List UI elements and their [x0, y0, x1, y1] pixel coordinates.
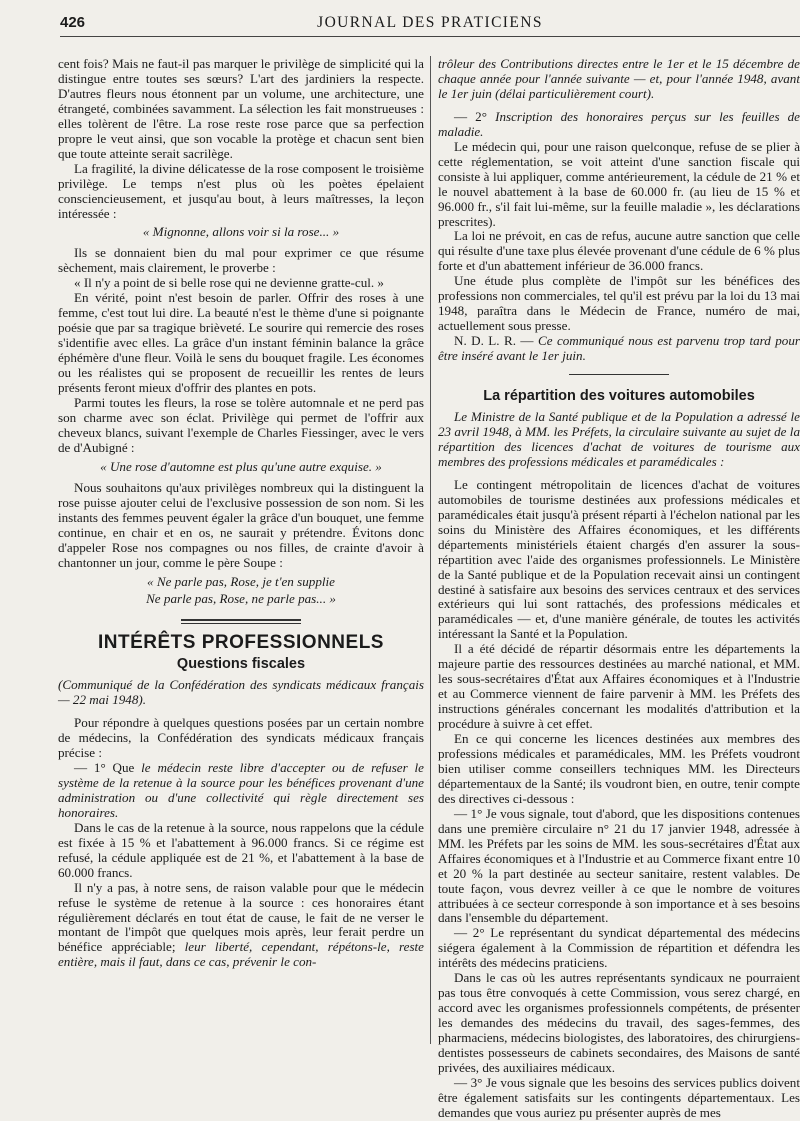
page-header — [60, 10, 800, 37]
verse-line: Ne parle pas, Rose, ne parle pas... » — [146, 591, 336, 607]
right-column — [438, 56, 800, 1120]
paragraph: La fragilité, la divine délicatesse de la rose composent le troisième privilège. Le temps n'est plus où les poètes épelaient consciencieusement, et jusqu'au bout, à leurs maîtresses, la leçon intéressée : — [58, 160, 424, 221]
journal-title: JOURNAL DES PRATICIENS — [317, 14, 543, 31]
paragraph: Nous souhaitons qu'aux privilèges nombreux qui la distinguent la rose puisse ajouter celui de l'exclusive possession de son nom. Si les instants des femmes peuvent égaler la grâce d'un bouquet, une femme continue, en chair et en os, ne saurait y prétendre. Évitons donc d'appeler Rose nos compagnes ou nos filles, de crainte d'avoir à chantonner un jour, comme le père Soupe : — [58, 479, 424, 570]
section-title: INTÉRÊTS PROFESSIONNELS — [98, 632, 384, 654]
item-number: — 1° Que — [74, 759, 142, 775]
editor-note-label: N. D. L. R. — — [454, 333, 538, 349]
subsection-title: Questions fiscales — [176, 656, 306, 673]
page-number: 426 — [60, 14, 86, 31]
quotation: « Mignonne, allons voir si la rose... » — [142, 224, 340, 240]
verse-line: « Ne parle pas, Rose, je t'en supplie — [147, 574, 335, 590]
paragraph: En ce qui concerne les licences destinées aux membres des professions médicales et paramédicales, MM. les Préfets voudront bien utiliser comme conseillers techniques MM. les Directeurs départementaux de la Santé; ils voudront bien, en outre, tenir compte des directives ci-dessous : — [438, 731, 800, 806]
paragraph — [438, 334, 800, 364]
quotation: « Une rose d'automne est plus qu'une autre exquise. » — [100, 458, 382, 474]
communique-note: (Communiqué de la Confédération des syndicats médicaux français — 22 mai 1948). — [58, 677, 424, 708]
paragraph: Il a été décidé de répartir désormais entre les départements la majeure partie des ressources destinées au marché national, et MM. les sous-secrétaires d'État aux Affaires économiques et à l'Industrie et au Commerce viennent de faire parvenir à MM. les Préfets des instructions générales concernant les modalités d'attribution et la procédure à suivre à cet effet. — [438, 641, 800, 732]
paragraph: Dans le cas où les autres représentants syndicaux ne pourraient pas tous être convoqués à cette Commission, vous serez chargé, en accord avec les organismes professionnels compétents, de présenter les demandes des médecins du travail, des sages-femmes, des pharmaciens, médecins biologistes, des laboratoires, des chirurgiens-dentistes possesseurs de cabinets secondaires, des Maisons de santé privées, des auxiliaires médicaux. — [438, 970, 800, 1075]
ornament-rule — [58, 613, 424, 628]
paragraph: Pour répondre à quelques questions posées par un certain nombre de médecins, la Confédération des syndicats médicaux français précise : — [58, 715, 424, 761]
paragraph: — 1° Je vous signale, tout d'abord, que les dispositions contenues dans une première circulaire n° 21 du 17 janvier 1948, adressée à MM. les Préfets par les soins de MM. les sous-secrétaires d'État aux Affaires économiques et à l'Industrie et au Commerce fixant entre 10 et 20 % la part destinée au secteur sanitaire, restent valables. De toute façon, vous devrez veiller à ce que le nombre de voitures attribuées à ce secteur corresponde à son importance et à ses besoins dans l'ensemble du département. — [438, 805, 800, 926]
column-divider — [430, 56, 431, 1044]
paragraph — [438, 110, 800, 140]
paragraph: Parmi toutes les fleurs, la rose se tolère automnale et ne perd pas son charme avec son éclat. Privilège qui permet de l'offrir aux cheveux blancs, suivant l'exemple de Charles Fiessinger, avec le vers de d'Aubigné : — [58, 394, 424, 455]
item-number: — 2° — [454, 108, 496, 124]
paragraph: Le médecin qui, pour une raison quelconque, refuse de se plier à cette réglementation, se voit atteint d'une sanction fiscale qui consiste à lui appliquer, comme antérieurement, la cédule de 21 % et le nouvel abattement à la base de 60.000 fr. (au lieu de 15 % et 96.000 fr., s'il fait lui-même, sur la feuille maladie », les déclarations prescrites). — [438, 138, 800, 229]
section-divider — [569, 374, 669, 375]
left-column — [58, 57, 424, 1042]
emphasis: Ce communiqué nous est parvenu trop tard pour être inséré avant le 1er juin. — [438, 333, 800, 364]
paragraph: Le Ministre de la Santé publique et de la Population a adressé le 23 avril 1948, à MM. les Préfets, la circulaire suivante au sujet de la répartition des licences d'achat de voitures de tourisme aux membres des professions médicales et paramédicales : — [438, 409, 800, 469]
paragraph: Ils se donnaient bien du mal pour exprimer ce que résume sèchement, mais clairement, le proverbe : — [58, 245, 424, 276]
text-run: Il n'y a pas, à notre sens, de raison valable pour que le médecin refuse le système de retenue à la source : ces honoraires étant régulièrement déclarés en tout état de cause, le fait de ne verser le montant de l'impôt que quelques mois après, leur ferait perdre un bénéfice appréciable; — [58, 879, 424, 955]
paragraph: « Il n'y a point de si belle rose qui ne devienne gratte-cul. » — [74, 275, 384, 291]
paragraph: En vérité, point n'est besoin de parler. Offrir des roses à une femme, c'est tout lui dire. La beauté n'est le thème d'une si poignante poésie que par sa tragique brièveté. Le sourire qui remercie des roses s'identifie avec elles. La grâce d'un instant féminin balance la grâce éphémère d'une fleur. Voilà le sens du bouquet fragile. Les économes ou les réalistes qui se proposent de recueillir les rentes de leurs présents feront mieux d'offrir des plantes en pots. — [58, 290, 424, 396]
paragraph: — 2° Le représentant du syndicat départemental des médecins siégera également à la Commission de répartition et défendra les intérêts des médecins praticiens. — [438, 925, 800, 971]
paragraph: Une étude plus complète de l'impôt sur les bénéfices des professions non commerciales, tel qu'il est prévu par la loi du 13 mai 1948, paraîtra dans le Médecin de France, numéro de mai, actuellement sous presse. — [438, 273, 800, 334]
emphasis: le médecin reste libre d'accepter ou de refuser le système de la retenue à la source pour les bénéfices provenant d'une administration ou d'une collectivité qui règle directement ses honoraires. — [58, 759, 424, 820]
paragraph — [58, 881, 424, 971]
paragraph: La loi ne prévoit, en cas de refus, aucune autre sanction que celle qui résulte d'une taxe plus élevée provenant d'une cédule de 6 % plus forte et d'un abattement inférieur de 36.000 francs. — [438, 228, 800, 274]
paragraph: Le contingent métropolitain de licences d'achat de voitures automobiles de tourisme destinées aux professions médicales et paramédicales était jusqu'à présent réparti à l'échelon national par les soins du Ministère des Affaires économiques, et les différents départements ministériels étaient chargés d'en assurer la sous-répartition avec l'aide des organismes professionnels. Le Ministère de la Santé publique et de la Population recevait ainsi un contingent destiné à satisfaire aux besoins des services centraux et des services extérieurs qui lui sont rattachés, des professions médicales et paramédicales — et, d'une manière générale, de toutes les activités intéressant la Santé et la Population. — [438, 476, 800, 642]
paragraph: cent fois? Mais ne faut-il pas marquer le privilège de simplicité qui la distingue entre toutes ses sœurs? L'art des jardiniers la respecte. D'autres fleurs nous étonnent par un volume, une architecture, une étrangeté, combinées savamment. La sélection les fait monstrueuses : elles tolèrent de l'être. La rose reste rose parce que sa perfection propre le veut ainsi, que son vocable la protège et chacun sent bien que toute atteinte serait sacrilège. — [58, 56, 424, 161]
paragraph: — 3° Je vous signale que les besoins des services publics doivent être également satisfaits sur les contingents départementaux. Les demandes que vous auriez pu présenter auprès de mes — [438, 1074, 800, 1120]
paragraph — [58, 761, 424, 821]
emphasis: Inscription des honoraires perçus sur les feuilles de maladie. — [438, 108, 800, 139]
paragraph: Dans le cas de la retenue à la source, nous rappelons que la cédule est fixée à 15 % et l'abattement à 96.000 francs. Si ce régime est refusé, la cédule appliquée est de 21 %, et l'abattement à la base de 60.000 francs. — [58, 819, 424, 880]
article-title: La répartition des voitures automobiles — [483, 388, 755, 405]
paragraph: trôleur des Contributions directes entre le 1er et le 15 décembre de chaque année pour l'année suivante — et, pour l'année 1948, avant le 1er juin (délai particulièrement court). — [438, 56, 800, 101]
emphasis: leur liberté, cependant, répétons-le, reste entière, mais il faut, dans ce cas, prévenir le con- — [58, 939, 424, 970]
